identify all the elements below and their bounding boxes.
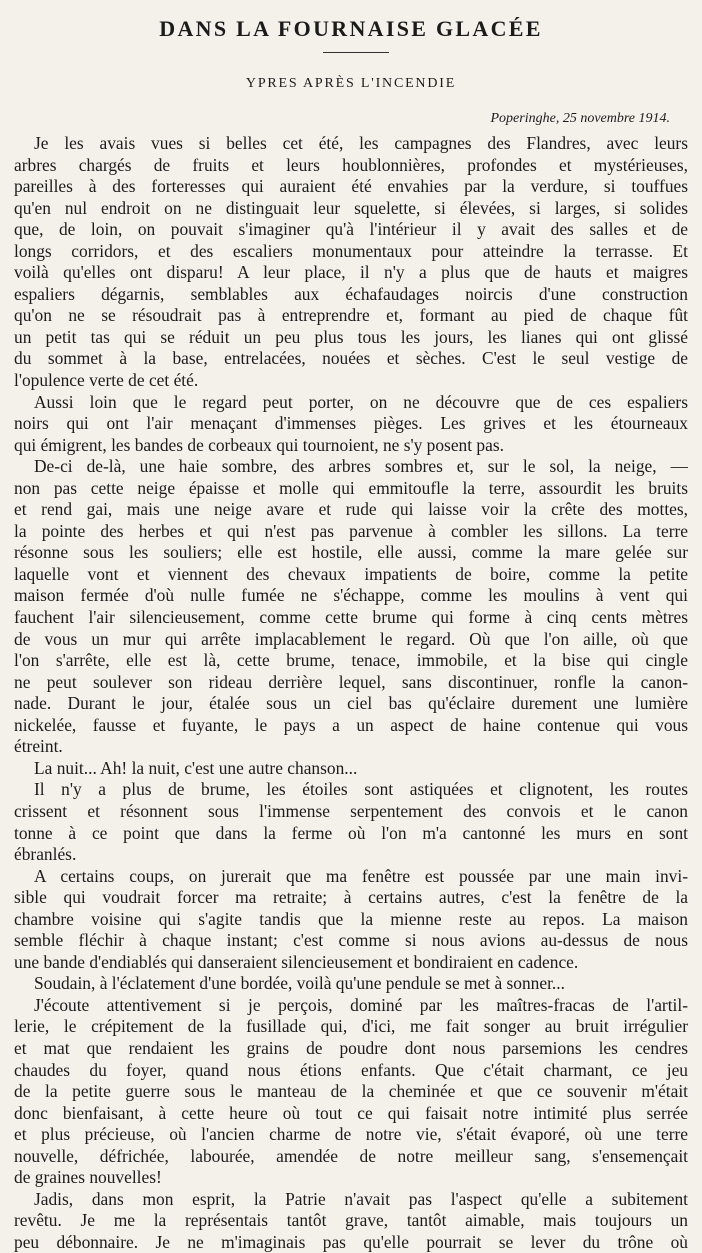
text-line: laquelle vont et viennent des chevaux impatients de boire, comme la petite: [14, 563, 688, 584]
text-line: de graines nouvelles!: [14, 1167, 162, 1188]
text-line: l'on s'arrête, elle est là, cette brume, tenace, immobile, et la bise qui cingle: [14, 650, 688, 671]
text-line: Jadis, dans mon esprit, la Patrie n'avait pas l'aspect qu'elle a subitement: [34, 1188, 688, 1209]
text-line: chambre voisine qui s'agite tandis que la mienne reste au repos. La maison: [14, 908, 688, 929]
text-line: La nuit... Ah! la nuit, c'est une autre chanson...: [34, 757, 358, 778]
text-line: fauchent l'air silencieusement, comme cette brume qui forme à cinq cents mètres: [14, 607, 688, 628]
text-line: et mat que rendaient les grains de poudre dont nous parsemions les cendres: [14, 1037, 688, 1058]
article-body: [14, 133, 688, 1253]
text-line: ne peut soulever son rideau derrière lequel, sans discontinuer, ronfle la canon-: [14, 671, 688, 692]
text-line: semble fléchir à chaque instant; c'est comme si nous avions au-dessus de nous: [14, 930, 688, 951]
text-line: espaliers dégarnis, semblables aux échafaudages noircis d'une construction: [14, 283, 688, 304]
text-line: ébranlés.: [14, 844, 77, 865]
text-line: de la petite guerre sous le manteau de la cheminée et que ce souvenir m'était: [14, 1081, 688, 1102]
text-line: résonne sous les souliers; elle est hostile, elle aussi, comme la mare gelée sur: [14, 542, 688, 563]
text-line: Aussi loin que le regard peut porter, on ne découvre que de ces espaliers: [34, 391, 688, 412]
dateline: Poperinghe, 25 novembre 1914.: [490, 111, 670, 126]
text-line: qu'on ne se résoudrait pas à entreprendre et, formant au pied de chaque fût: [14, 305, 688, 326]
text-line: Il n'y a plus de brume, les étoiles sont astiquées et clignotent, les routes: [34, 779, 688, 800]
text-line: chaudes du foyer, quand nous étions enfants. Que c'était charmant, ce jeu: [14, 1059, 688, 1080]
text-line: nickelée, fausse et fuyante, le pays a un aspect de haine contenue qui vous: [14, 714, 688, 735]
text-line: de vous un mur qui arrête implacablement le regard. Où que l'on aille, où que: [14, 628, 688, 649]
text-line: J'écoute attentivement si je perçois, dominé par les maîtres-fracas de l'artil-: [34, 994, 688, 1015]
text-line: que, de loin, on pouvait s'imaginer qu'à l'intérieur il y avait des salles et de: [14, 219, 688, 240]
text-line: De-ci de-là, une haie sombre, des arbres sombres et, sur le sol, la neige, —: [34, 456, 688, 477]
text-line: un petit tas qui se réduit un peu plus tous les jours, les lianes qui ont glissé: [14, 326, 688, 347]
text-line: longs corridors, et des escaliers monumentaux pour atteindre la terrasse. Et: [14, 240, 688, 261]
text-line: maison fermée d'où nulle fumée ne s'échappe, comme les moulins à vent qui: [14, 585, 688, 606]
chapter-title: DANS LA FOURNAISE GLACÉE: [159, 16, 543, 41]
text-line: voilà qu'elles ont disparu! A leur place, il n'y a plus que de hauts et maigres: [14, 262, 688, 283]
text-line: pareilles à des forteresses qui auraient été envahies par la verdure, si touffues: [14, 176, 688, 197]
title-rule: [323, 52, 389, 53]
text-line: donc bienfaisant, à cette heure où tout ce qui faisait notre intimité plus serrée: [14, 1102, 688, 1123]
text-line: A certains coups, on jurerait que ma fenêtre est poussée par une main invi-: [34, 865, 688, 886]
text-line: revêtu. Je me la représentais tantôt grave, tantôt aimable, mais toujours un: [14, 1210, 688, 1231]
text-line: qu'en nul endroit on ne distinguait leur squelette, si élevées, si larges, si solides: [14, 197, 688, 218]
text-line: et plus précieuse, où l'ancien charme de notre vie, s'était évaporé, où une terre: [14, 1124, 688, 1145]
text-line: tonne à ce point que dans la ferme où l'on m'a cantonné les murs en sont: [14, 822, 688, 843]
text-line: crissent et résonnent sous l'immense serpentement des convois et le canon: [14, 800, 688, 821]
text-line: et rend gai, mais une neige avare et rude qui laisse voir la crête des mottes,: [14, 499, 688, 520]
text-line: qui émigrent, les bandes de corbeaux qui tournoient, ne s'y posent pas.: [14, 434, 504, 455]
section-subtitle: YPRES APRÈS L'INCENDIE: [245, 76, 457, 91]
text-line: une bande d'endiablés qui danseraient silencieusement et bondiraient en cadence.: [14, 951, 579, 972]
text-line: lerie, le crépitement de la fusillade qui, d'ici, me fait songer au bruit irrégulier: [14, 1016, 688, 1037]
text-line: du sommet à la base, entrelacées, nouées et sèches. C'est le seul vestige de: [14, 348, 688, 369]
text-line: la pointe des herbes et qui n'est pas parvenue à combler les sillons. La terre: [14, 520, 688, 541]
text-line: nade. Durant le jour, étalée sous un ciel bas qu'éclaire durement une lumière: [14, 693, 688, 714]
text-line: étreint.: [14, 736, 63, 757]
text-line: sible qui voudrait forcer ma retraite; à certains autres, c'est la fenêtre de la: [14, 887, 688, 908]
text-line: non pas cette neige épaisse et molle qui emmitoufle la terre, assourdit les bruits: [14, 477, 688, 498]
text-line: nouvelle, défrichée, labourée, amendée de notre meilleur sang, s'ensemençait: [14, 1145, 688, 1166]
text-line: Soudain, à l'éclatement d'une bordée, voilà qu'une pendule se met à sonner...: [34, 973, 565, 994]
text-line: noirs qui ont l'air menaçant d'immenses pièges. Les grives et les étourneaux: [14, 413, 688, 434]
text-line: Je les avais vues si belles cet été, les campagnes des Flandres, avec leurs: [34, 133, 688, 153]
text-line: l'opulence verte de cet été.: [14, 370, 199, 391]
text-line: peu débonnaire. Je ne m'imaginais pas qu'elle pourrait se lever du trône où: [14, 1231, 688, 1252]
text-line: arbres chargés de fruits et leurs houblonnières, profondes et mystérieuses,: [14, 154, 688, 175]
